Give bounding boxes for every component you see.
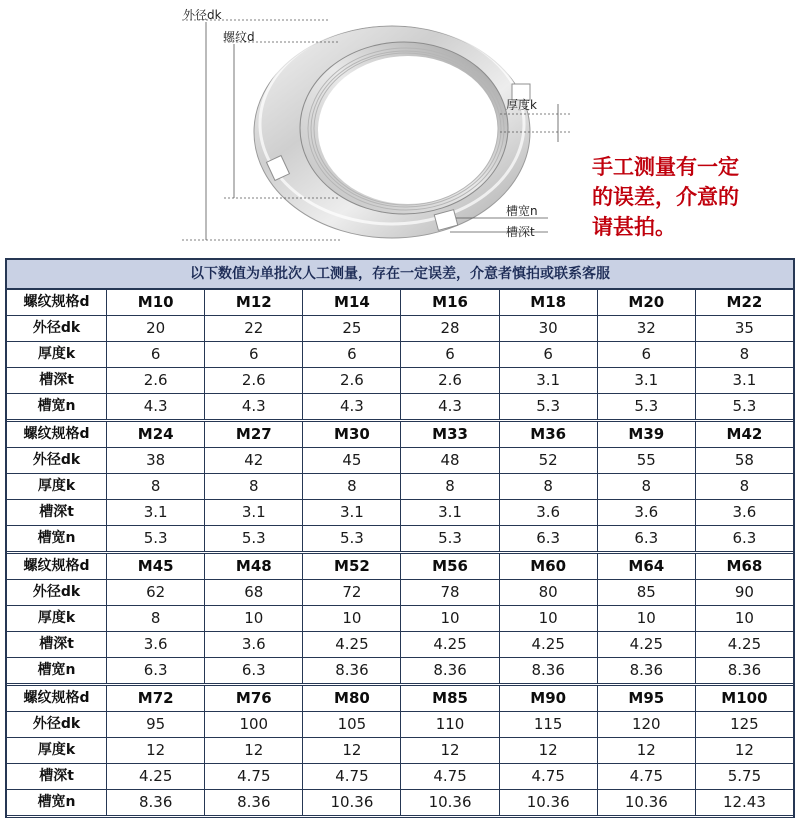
table-cell: 2.6 <box>400 368 498 393</box>
row-label: 槽宽n <box>37 662 76 678</box>
table-cell: 22 <box>204 316 302 341</box>
outer-diameter-row <box>7 448 793 474</box>
table-cell: 5.3 <box>106 526 204 551</box>
slot-depth-row <box>7 632 793 658</box>
row-label: 厚度k <box>37 478 76 494</box>
table-cell: 4.25 <box>106 764 204 789</box>
table-cell: 6.3 <box>204 658 302 683</box>
table-cell: 3.1 <box>499 368 597 393</box>
table-cell: M48 <box>204 554 302 579</box>
table-cell: M36 <box>499 422 597 447</box>
table-header: 以下数值为单批次人工测量，存在一定误差，介意者慎拍或联系客服 <box>7 260 793 290</box>
table-cell: 5.3 <box>499 394 597 419</box>
row-label: 槽深t <box>39 636 74 652</box>
table-cell: M33 <box>400 422 498 447</box>
table-cell: 4.3 <box>400 394 498 419</box>
table-cell: 12 <box>400 738 498 763</box>
table-cell: 6 <box>204 342 302 367</box>
outer-diameter-row <box>7 316 793 342</box>
row-label: 外径dk <box>32 452 81 468</box>
table-cell: 5.3 <box>302 526 400 551</box>
table-cell: M64 <box>597 554 695 579</box>
table-cell: 120 <box>597 712 695 737</box>
table-cell: 105 <box>302 712 400 737</box>
table-cell: 95 <box>106 712 204 737</box>
table-cell: 45 <box>302 448 400 473</box>
label-thread-d: 螺纹d <box>223 30 255 44</box>
table-cell: 6 <box>597 342 695 367</box>
label-thickness: 厚度k <box>506 98 537 112</box>
table-cell: 8 <box>302 474 400 499</box>
table-cell: 6.3 <box>499 526 597 551</box>
table-cell: 72 <box>302 580 400 605</box>
table-cell: 12 <box>499 738 597 763</box>
table-cell: 4.75 <box>597 764 695 789</box>
table-cell: 8 <box>106 474 204 499</box>
table-cell: 32 <box>597 316 695 341</box>
table-cell: 10 <box>400 606 498 631</box>
table-cell: 8 <box>695 342 793 367</box>
table-cell: M39 <box>597 422 695 447</box>
nut-body <box>254 24 530 238</box>
table-cell: 42 <box>204 448 302 473</box>
row-label: 槽深t <box>39 768 74 784</box>
label-outer-diameter: 外径dk <box>183 8 222 22</box>
row-label: 槽宽n <box>37 398 76 414</box>
spec-row <box>7 290 793 316</box>
table-cell: 8.36 <box>204 790 302 815</box>
label-slot-width: 槽宽n <box>506 204 538 218</box>
table-cell: 3.1 <box>400 500 498 525</box>
table-cell: 12 <box>302 738 400 763</box>
product-diagram <box>0 0 800 258</box>
table-cell: 4.75 <box>302 764 400 789</box>
table-block <box>7 554 793 686</box>
table-cell: 10.36 <box>597 790 695 815</box>
table-cell: 85 <box>597 580 695 605</box>
slot-width-row <box>7 394 793 419</box>
spec-row <box>7 422 793 448</box>
spec-row <box>7 554 793 580</box>
table-cell: M30 <box>302 422 400 447</box>
table-cell: 5.3 <box>400 526 498 551</box>
table-cell: 4.25 <box>302 632 400 657</box>
row-label: 螺纹规格d <box>23 690 90 706</box>
table-cell: 48 <box>400 448 498 473</box>
table-cell: 4.25 <box>695 632 793 657</box>
table-cell: 5.75 <box>695 764 793 789</box>
row-label: 外径dk <box>32 320 81 336</box>
table-cell: 2.6 <box>106 368 204 393</box>
table-cell: 3.6 <box>204 632 302 657</box>
row-label: 螺纹规格d <box>23 294 90 310</box>
table-cell: 68 <box>204 580 302 605</box>
note-line: 请甚拍。 <box>592 214 676 239</box>
table-cell: 115 <box>499 712 597 737</box>
outer-diameter-row <box>7 712 793 738</box>
table-cell: 90 <box>695 580 793 605</box>
table-cell: M60 <box>499 554 597 579</box>
table-cell: 4.75 <box>499 764 597 789</box>
table-cell: 62 <box>106 580 204 605</box>
spec-row <box>7 686 793 712</box>
table-cell: 3.1 <box>597 368 695 393</box>
row-label: 螺纹规格d <box>23 558 90 574</box>
row-label: 外径dk <box>32 716 81 732</box>
table-cell: 3.1 <box>695 368 793 393</box>
table-cell: 12 <box>204 738 302 763</box>
table-cell: 6.3 <box>106 658 204 683</box>
table-cell: M14 <box>302 290 400 315</box>
table-cell: M90 <box>499 686 597 711</box>
table-cell: M95 <box>597 686 695 711</box>
table-cell: 6 <box>400 342 498 367</box>
table-cell: 28 <box>400 316 498 341</box>
table-cell: 55 <box>597 448 695 473</box>
measurement-note <box>592 152 772 242</box>
slot-depth-row <box>7 500 793 526</box>
row-label: 螺纹规格d <box>23 426 90 442</box>
table-cell: 6.3 <box>695 526 793 551</box>
table-cell: 25 <box>302 316 400 341</box>
row-label: 槽深t <box>39 504 74 520</box>
thickness-row <box>7 474 793 500</box>
table-cell: M45 <box>106 554 204 579</box>
table-block <box>7 290 793 422</box>
table-cell: 4.3 <box>302 394 400 419</box>
table-cell: 4.3 <box>204 394 302 419</box>
table-cell: M10 <box>106 290 204 315</box>
table-cell: 10 <box>204 606 302 631</box>
table-cell: 5.3 <box>597 394 695 419</box>
note-line: 的误差，介意的 <box>592 184 739 209</box>
table-cell: 8 <box>695 474 793 499</box>
spec-table <box>5 258 795 818</box>
table-cell: 6.3 <box>597 526 695 551</box>
table-cell: 80 <box>499 580 597 605</box>
table-cell: 4.75 <box>204 764 302 789</box>
table-cell: M16 <box>400 290 498 315</box>
table-cell: 100 <box>204 712 302 737</box>
table-cell: 3.1 <box>106 500 204 525</box>
table-cell: M68 <box>695 554 793 579</box>
table-cell: M24 <box>106 422 204 447</box>
table-cell: 3.1 <box>302 500 400 525</box>
table-cell: 3.6 <box>597 500 695 525</box>
table-cell: 58 <box>695 448 793 473</box>
table-cell: 8 <box>597 474 695 499</box>
table-cell: 10 <box>302 606 400 631</box>
table-cell: 12 <box>597 738 695 763</box>
table-cell: 8 <box>106 606 204 631</box>
note-line: 手工测量有一定 <box>592 154 739 179</box>
table-cell: 5.3 <box>204 526 302 551</box>
table-cell: 20 <box>106 316 204 341</box>
table-cell: 3.6 <box>106 632 204 657</box>
table-cell: M80 <box>302 686 400 711</box>
table-cell: 12.43 <box>695 790 793 815</box>
slot-width-row <box>7 658 793 683</box>
slot-depth-row <box>7 764 793 790</box>
table-cell: 10 <box>597 606 695 631</box>
label-slot-depth: 槽深t <box>506 225 535 239</box>
table-cell: 3.6 <box>695 500 793 525</box>
table-cell: 38 <box>106 448 204 473</box>
table-cell: M22 <box>695 290 793 315</box>
table-cell: 10 <box>499 606 597 631</box>
table-cell: 12 <box>695 738 793 763</box>
table-cell: 52 <box>499 448 597 473</box>
table-cell: M20 <box>597 290 695 315</box>
table-cell: M18 <box>499 290 597 315</box>
table-cell: M42 <box>695 422 793 447</box>
thickness-row <box>7 342 793 368</box>
table-cell: 8.36 <box>400 658 498 683</box>
table-cell: 78 <box>400 580 498 605</box>
table-cell: M76 <box>204 686 302 711</box>
table-cell: 4.25 <box>597 632 695 657</box>
table-cell: M52 <box>302 554 400 579</box>
table-cell: 10 <box>695 606 793 631</box>
table-cell: 8 <box>204 474 302 499</box>
row-label: 槽宽n <box>37 530 76 546</box>
table-cell: 10.36 <box>499 790 597 815</box>
table-cell: M56 <box>400 554 498 579</box>
table-cell: 30 <box>499 316 597 341</box>
table-cell: 4.3 <box>106 394 204 419</box>
table-cell: M72 <box>106 686 204 711</box>
table-cell: 5.3 <box>695 394 793 419</box>
table-cell: 8.36 <box>106 790 204 815</box>
table-cell: 3.1 <box>204 500 302 525</box>
row-label: 厚度k <box>37 742 76 758</box>
slot-depth-row <box>7 368 793 394</box>
table-cell: 10.36 <box>400 790 498 815</box>
slot-width-row <box>7 526 793 551</box>
table-cell: 8.36 <box>597 658 695 683</box>
table-cell: 4.75 <box>400 764 498 789</box>
table-cell: 110 <box>400 712 498 737</box>
row-label: 槽深t <box>39 372 74 388</box>
table-cell: 4.25 <box>499 632 597 657</box>
table-block <box>7 422 793 554</box>
row-label: 厚度k <box>37 610 76 626</box>
table-cell: M85 <box>400 686 498 711</box>
row-label: 槽宽n <box>37 794 76 810</box>
table-cell: 3.6 <box>499 500 597 525</box>
table-block <box>7 686 793 818</box>
slot-width-row <box>7 790 793 815</box>
table-cell: 8.36 <box>695 658 793 683</box>
thickness-row <box>7 738 793 764</box>
table-cell: 4.25 <box>400 632 498 657</box>
table-cell: 125 <box>695 712 793 737</box>
table-cell: 6 <box>499 342 597 367</box>
table-cell: 8 <box>400 474 498 499</box>
table-cell: 2.6 <box>302 368 400 393</box>
outer-diameter-row <box>7 580 793 606</box>
thickness-row <box>7 606 793 632</box>
table-cell: 6 <box>302 342 400 367</box>
table-cell: 10.36 <box>302 790 400 815</box>
table-cell: M100 <box>695 686 793 711</box>
table-cell: 35 <box>695 316 793 341</box>
table-cell: 8.36 <box>499 658 597 683</box>
row-label: 厚度k <box>37 346 76 362</box>
table-cell: 8.36 <box>302 658 400 683</box>
table-cell: 6 <box>106 342 204 367</box>
table-cell: M12 <box>204 290 302 315</box>
table-cell: 8 <box>499 474 597 499</box>
row-label: 外径dk <box>32 584 81 600</box>
table-cell: 12 <box>106 738 204 763</box>
table-cell: M27 <box>204 422 302 447</box>
table-cell: 2.6 <box>204 368 302 393</box>
